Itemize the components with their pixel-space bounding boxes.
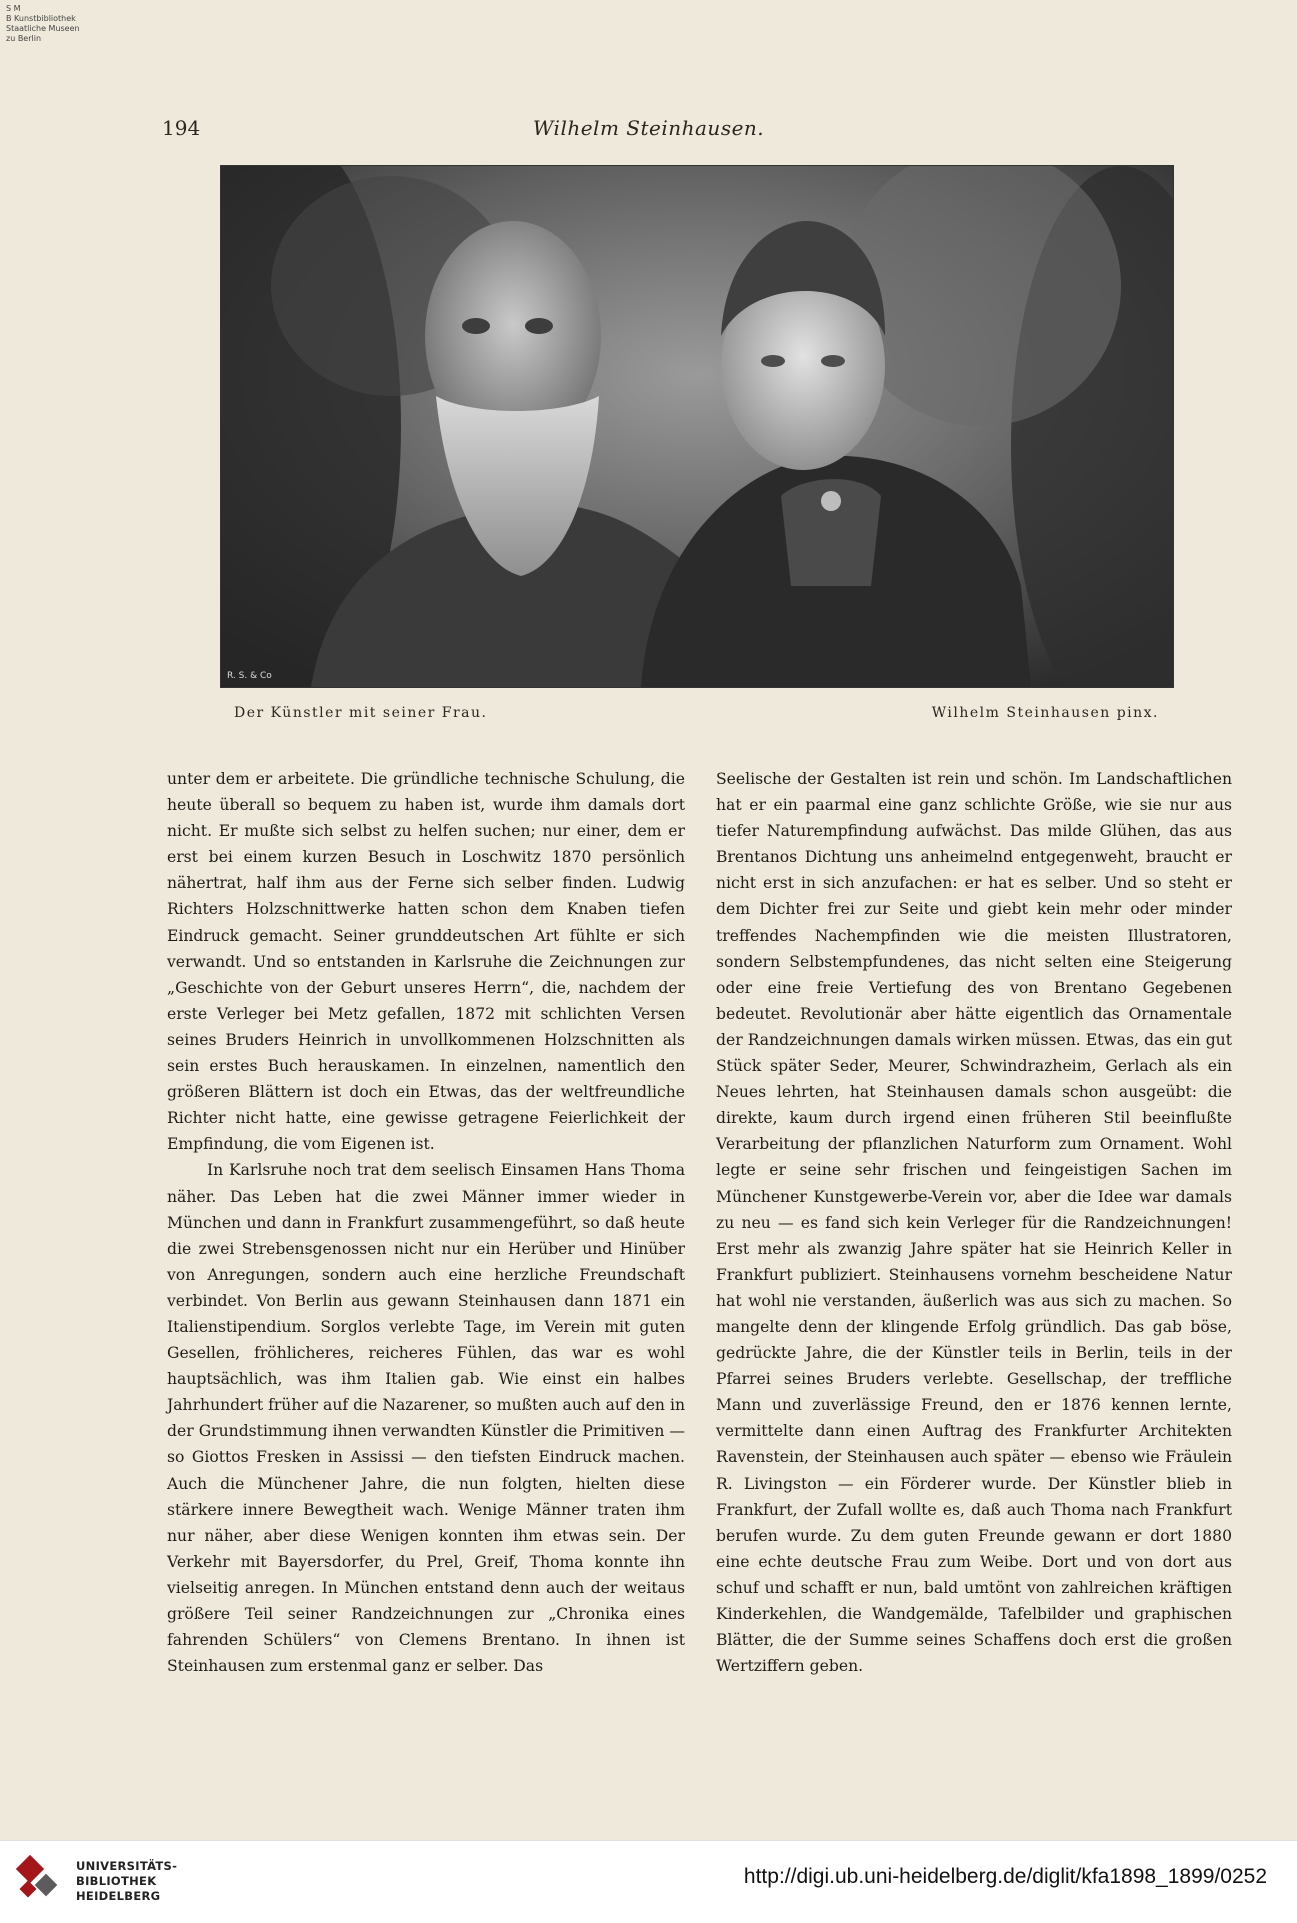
text-column-right: [716, 766, 1232, 1679]
portrait-plate: [221, 166, 1173, 687]
running-title: Wilhelm Steinhausen.: [532, 116, 765, 140]
paragraph: In Karlsruhe noch trat dem seelisch Einsamen Hans Thoma näher. Das Leben hat die zwei Männer immer wieder in München und dann in Frankfurt zusammengeführt, so daß heute die zwei Strebensgenossen nicht nur ein Herüber und Hinüber von Anregungen, sondern auch eine herzliche Freundschaft verbindet. Von Berlin aus gewann Steinhausen dann 1871 ein Italienstipendium. Sorglos verlebte Tage, im Verein mit guten Gesellen, fröhlicheres, reicheres Fühlen, das war es wohl hauptsächlich, was ihm Italien gab. Wie einst ein halbes Jahrhundert früher auf die Nazarener, so mußten auch auf den in der Grundstimmung ihnen verwandten Künstler die Primitiven — so Giottos Fresken in Assissi — den tiefsten Eindruck machen. Auch die Münchener Jahre, die nun folgten, hielten diese stärkere innere Bewegtheit wach. Wenige Männer traten ihm nur näher, aber diese Wenigen konnten ihm etwas sein. Der Verkehr mit Bayersdorfer, du Prel, Greif, Thoma konnte ihn vielseitig anregen. In München entstand denn auch der weitaus größere Teil seiner Randzeichnungen zur „Chronika eines fahrenden Schülers“ von Clemens Brentano. In ihnen ist Steinhausen zum erstenmal ganz er selber. Das: [167, 1161, 685, 1676]
paragraph: Seelische der Gestalten ist rein und schön. Im Landschaftlichen hat er ein paarmal eine ganz schlichte Größe, wie sie nur aus tiefer Naturempfindung aufwächst. Das milde Glühen, das aus Brentanos Dichtung uns anheimelnd entgegenweht, braucht er nicht erst in sich anzufachen: er hat es selber. Und so steht er dem Dichter frei zur Seite und giebt kein mehr oder minder treffendes Nachempfinden wie die meisten Illustratoren, sondern Selbstempfundenes, das nicht selten eine Steigerung oder eine freie Vertiefung des von Brentano Gegebenen bedeutet. Revolutionär aber hätte eigentlich das Ornamentale der Randzeichnungen damals wirken müssen. Etwas, das ein gut Stück später Seder, Meurer, Schwindrazheim, Gerlach als ein Neues lehrten, hat Steinhausen damals schon ausgeübt: die direkte, kaum durch irgend einen früheren Stil beeinflußte Verarbeitung der pflanzlichen Naturform zum Ornament. Wohl legte er seine sehr frischen und feingeistigen Sachen im Münchener Kunstgewerbe-Verein vor, aber die Idee war damals zu neu — es fand sich kein Verleger für die Randzeichnungen! Erst mehr als zwanzig Jahre später hat sie Heinrich Keller in Frankfurt publiziert. Steinhausens vornehm bescheidene Natur hat wohl nie verstanden, äußerlich was aus sich zu machen. So mangelte denn der klingende Erfolg gründlich. Das gab böse, gedrückte Jahre, die der Künstler teils in Berlin, teils in der Pfarrei seines Bruders verlebte. Gesellschap, der treffliche Mann und zuverlässige Freund, den er 1876 kennen lernte, vermittelte dann einen Auftrag des Frankfurter Architekten Ravenstein, der Steinhausen auch später — ebenso wie Fräulein R. Livingston — ein Förderer wurde. Der Künstler blieb in Frankfurt, der Zufall wollte es, daß auch Thoma nach Frankfurt berufen wurde. Zu dem guten Freunde gewann er dort 1880 eine echte deutsche Frau zum Weibe. Dort und von dort aus schuf und schafft er nun, bald umtönt von zahlreichen kräftigen Kinderkehlen, die Wandgemälde, Tafelbilder und graphischen Blätter, die der Summe seines Schaffens doch erst die großen Wertziffern geben.: [716, 770, 1232, 1676]
text-column-left: [167, 766, 685, 1679]
permalink-url[interactable]: http://digi.ub.uni-heidelberg.de/diglit/kfa1898_1899/0252: [743, 1865, 1267, 1888]
brooch: [821, 491, 841, 511]
stamp-line: B Kunstbibliothek: [6, 14, 76, 23]
page-number: 194: [162, 116, 201, 140]
library-name-line: HEIDELBERG: [76, 1889, 161, 1903]
library-stamp: [6, 4, 116, 44]
university-library-logo-icon: [16, 1855, 68, 1907]
engraver-mark: R. S. & Co: [227, 671, 272, 681]
stamp-line: zu Berlin: [6, 34, 42, 43]
figure-caption: Der Künstler mit seiner Frau.: [234, 705, 488, 721]
library-name: [76, 1859, 177, 1904]
library-name-line: UNIVERSITÄTS-: [76, 1859, 178, 1873]
stamp-line: S M: [6, 4, 21, 13]
figure-credit: Wilhelm Steinhausen pinx.: [931, 705, 1159, 721]
paragraph: unter dem er arbeitete. Die gründliche technische Schulung, die heute überall so bequem zu haben ist, wurde ihm damals dort nicht. Er mußte sich selbst zu helfen suchen; nur einer, dem er erst bei einem kurzen Besuch in Loschwitz 1870 persönlich nähertrat, half ihm aus der Ferne sich selber finden. Ludwig Richters Holzschnittwerke hatten schon dem Knaben tiefen Eindruck gemacht. Seiner grunddeutschen Art fühlte er sich verwandt. Und so entstanden in Karlsruhe die Zeichnungen zur „Geschichte von der Geburt unseres Herrn“, die, nachdem der erste Verleger bei Metz gefallen, 1872 mit schlichten Versen seines Bruders Heinrich in unvollkommenen Holzschnitten als sein erstes Buch herauskamen. In einzelnen, namentlich den größeren Blättern ist doch ein Etwas, das der weltfreundliche Richter nicht hatte, eine gewisse getragene Feierlichkeit der Empfindung, die vom Eigenen ist.: [167, 770, 685, 1154]
portrait-photo: [221, 166, 1173, 687]
digitization-footer: [0, 1840, 1297, 1923]
running-head: [0, 116, 1297, 146]
stamp-line: Staatliche Museen: [6, 24, 80, 33]
library-name-line: BIBLIOTHEK: [76, 1874, 157, 1888]
